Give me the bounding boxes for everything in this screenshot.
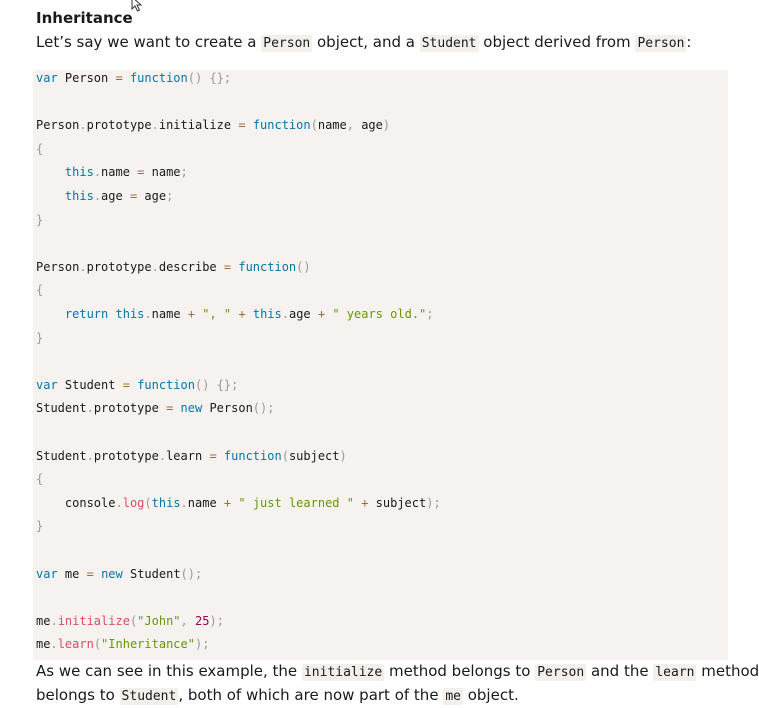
- outro-text: As we can see in this example, the: [36, 662, 302, 680]
- code-line: Person.prototype.describe = function(): [36, 259, 311, 274]
- code-line: Person.prototype.initialize = function(name, age): [36, 118, 391, 133]
- code-line: me.learn("Inheritance");: [36, 637, 210, 652]
- inline-code: Person: [637, 36, 685, 51]
- outro-text: , both of which are now part of the: [178, 686, 444, 704]
- outro-text: method: [696, 662, 759, 680]
- outro-text: method belongs to: [384, 662, 536, 680]
- outro-text: and the: [586, 662, 654, 680]
- code-line: }: [36, 519, 44, 534]
- mouse-pointer-icon: [131, 0, 145, 12]
- outro-line: [36, 684, 759, 708]
- inline-code: Student: [421, 36, 477, 51]
- inline-code: learn: [655, 665, 695, 680]
- code-line: this.age = age;: [64, 189, 174, 203]
- code-line: {: [36, 472, 44, 487]
- code-line: Student.prototype.learn = function(subject): [36, 448, 347, 463]
- section-heading: Inheritance: [36, 9, 133, 27]
- code-line: var me = new Student();: [36, 566, 203, 581]
- inline-code: me: [445, 689, 461, 704]
- outro-text: belongs to: [36, 686, 120, 704]
- code-line: var Person = function() {};: [36, 71, 232, 85]
- code-line: me.initialize("John", 25);: [36, 613, 224, 628]
- code-line: var Student = function() {};: [36, 377, 239, 392]
- intro-paragraph: [36, 31, 691, 55]
- code-line: {: [36, 283, 44, 298]
- intro-text: object, and a: [312, 33, 420, 51]
- code-line: this.name = name;: [64, 165, 188, 180]
- code-line: return this.name + ", " + this.age + " years old.";: [64, 307, 434, 321]
- outro-paragraph: [36, 660, 759, 708]
- outro-line: [36, 660, 759, 684]
- code-line: console.log(this.name + " just learned " + subject);: [36, 495, 441, 510]
- inline-code: Person: [537, 665, 585, 680]
- code-line: }: [36, 212, 44, 227]
- inline-code: Person: [263, 36, 311, 51]
- code-line: }: [36, 330, 44, 345]
- outro-text: object.: [462, 686, 519, 704]
- code-line: {: [36, 141, 44, 156]
- intro-text: :: [686, 33, 692, 51]
- intro-text: object derived from: [478, 33, 636, 51]
- intro-text: Let’s say we want to create a: [36, 33, 262, 51]
- inline-code: Student: [121, 689, 177, 704]
- code-line: Student.prototype = new Person();: [36, 401, 275, 416]
- code-block[interactable]: [33, 70, 728, 660]
- inline-code: initialize: [303, 665, 383, 680]
